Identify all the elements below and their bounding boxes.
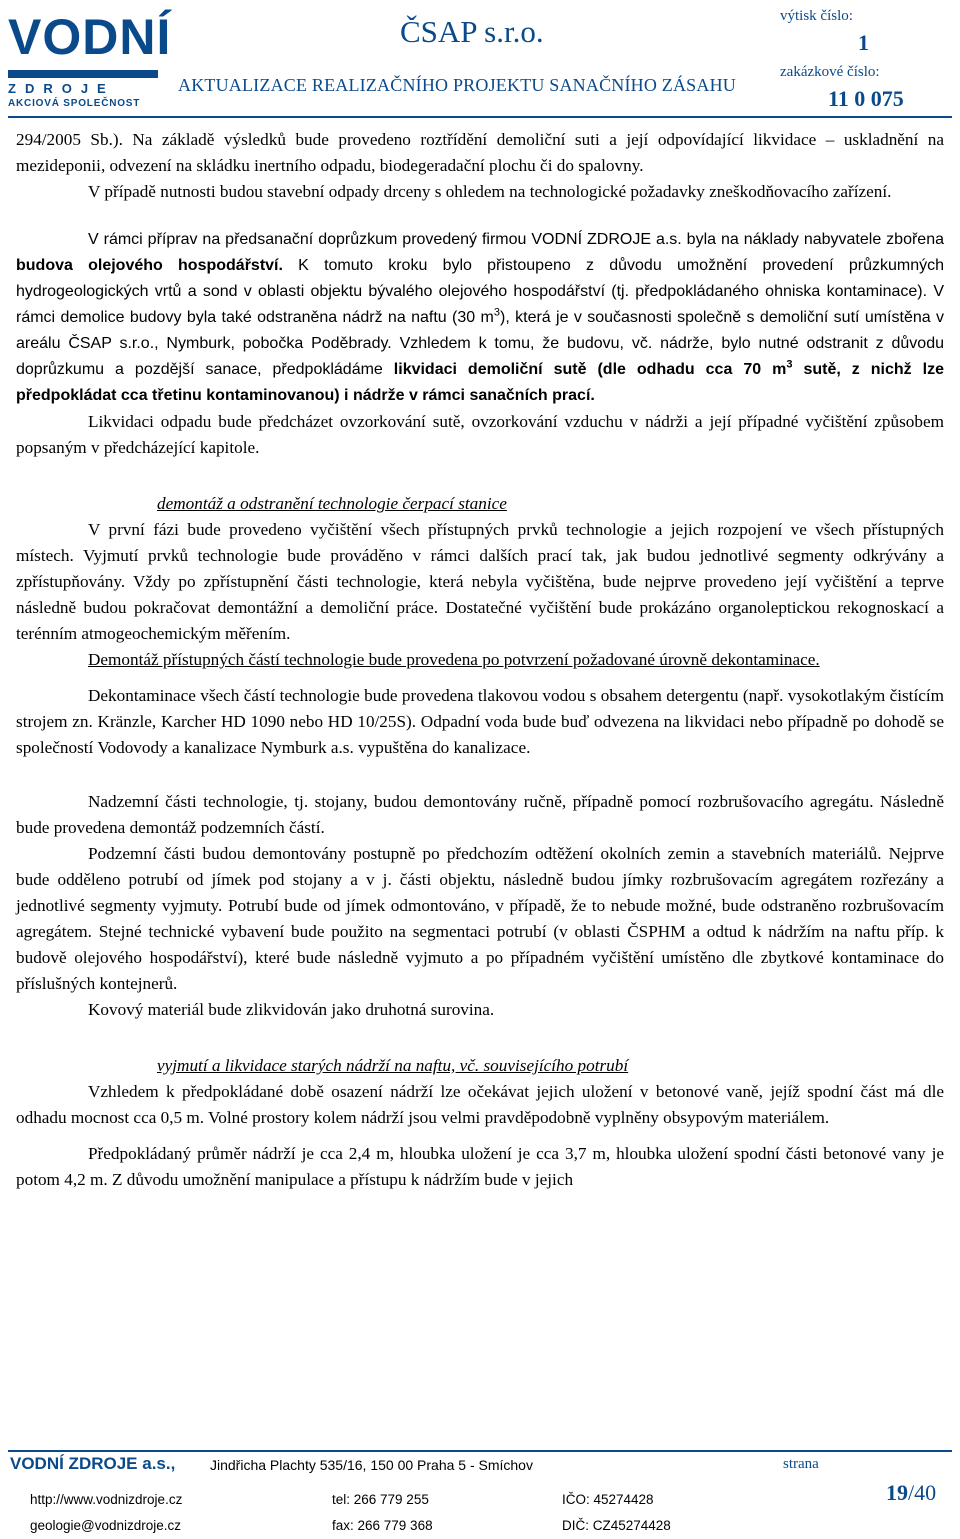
page-header [0, 0, 960, 120]
paragraph-underlined: Demontáž přístupných částí technologie bude provedena po potvrzení požadované úrovně dekontaminace. [88, 650, 820, 669]
footer-ico: IČO: 45274428 [562, 1492, 654, 1507]
project-title: AKTUALIZACE REALIZAČNÍHO PROJEKTU SANAČNÍHO ZÁSAHU [178, 75, 736, 95]
client-company: ČSAP s.r.o. [400, 14, 544, 49]
text-run-bold: sutě, z nichž lze předpokládat cca třetinu kontaminovanou) i nádrže v rámci sanačních prací. [16, 361, 944, 404]
paragraph: Kovový materiál bude zlikvidován jako druhotná surovina. [88, 1000, 495, 1019]
section-title: demontáž a odstranění technologie čerpací stanice [157, 494, 507, 513]
order-number-label: zakázkové číslo: [780, 64, 880, 80]
header-divider [8, 116, 952, 118]
paragraph: Nadzemní části technologie, tj. stojany, budou demontovány ručně, případně pomocí rozbrušovacího agregátu. Následně bude provedena demontáž podzemních částí. [16, 792, 944, 837]
paragraph: V první fázi bude provedeno vyčištění všech přístupných prvků technologie a jejich rozpojení ve všech přístupných místech. Vyjmutí prvků technologie bude prováděno v rámci dalších prací tak, jak budou jednotlivé segmenty odkrývány a zpřístupňovány. Vždy po zpřístupnění části technologie, která nebyla vyčištěna, bude nejprve provedeno její vyčištění a teprve následně budou pokračovat demontážní a demoliční práce. Dostatečné vyčištění bude prokázáno organoleptickou rekognoskací a terénním atmogeochemickým měřením. [16, 520, 944, 643]
text-run-bold: likvidaci demoliční sutě (dle odhadu cca 70 m [393, 361, 787, 378]
text-run: K tomuto kroku bylo přistoupeno z důvodu umožnění provedení průzkumných hydrogeologických vrtů a sond v oblasti objektu bývalého olejového hospodářství (tj. předpokládaného ohniska kontaminace). V rámci demolice budovy byla také odstraněna nádrž na naftu (30 m [16, 257, 944, 326]
text-run: V rámci příprav na předsanační doprůzkum provedený firmou VODNÍ ZDROJE a.s. byla na náklady nabyvatele zbořena [88, 231, 944, 248]
footer-fax: fax: 266 779 368 [332, 1518, 433, 1533]
page-total: /40 [908, 1480, 937, 1505]
logo-wordmark: VODNÍ [8, 9, 172, 65]
footer-website-link[interactable]: http://www.vodnizdroje.cz [30, 1492, 183, 1507]
paragraph-demolition [16, 227, 944, 409]
vodni-zdroje-logo [8, 9, 172, 110]
text-run-bold: budova olejového hospodářství. [16, 257, 283, 274]
superscript: 3 [786, 358, 793, 371]
footer-company: VODNÍ ZDROJE a.s., [10, 1454, 176, 1473]
footer-dic: DIČ: CZ45274428 [562, 1518, 671, 1533]
text-run: ), která je v současnosti společně s demoliční sutí umístěna v areálu ČSAP s.r.o., Nymburk, pobočka Poděbrady. Vzhledem k tomu, že budovu, vč. nádrže, bylo nutné odstranit z důvodu doprůzkumu a pozdější sanace, předpokládáme [16, 309, 945, 378]
print-number: 1 [858, 30, 869, 55]
footer-email-link[interactable]: geologie@vodnizdroje.cz [30, 1518, 182, 1533]
paragraph: Likvidaci odpadu bude předcházet ovzorkování sutě, ovzorkování vzduchu v nádrži a její případné vyčištění způsobem popsaným v předcházející kapitole. [16, 412, 944, 457]
paragraph: Předpokládaný průměr nádrží je cca 2,4 m, hloubka uložení je cca 3,7 m, hloubka uložení spodní části betonové vany je potom 4,2 m. Z důvodu umožnění manipulace a přístupu k nádržím bude v jejich [16, 1144, 944, 1189]
page-number [886, 1480, 936, 1506]
page-footer [0, 1450, 960, 1539]
document-body [16, 127, 944, 1193]
footer-divider [8, 1450, 952, 1452]
logo-tagline: AKCIOVÁ SPOLEČNOST [8, 98, 141, 109]
paragraph: Dekontaminace všech částí technologie bude provedena tlakovou vodou s obsahem detergentu (např. vysokotlakým čistícím strojem zn. Kränzle, Karcher HD 1090 nebo HD 10/25S). Odpadní voda bude buď odvezena na likvidaci nebo případně po dohodě se společností Vodovody a kanalizace Nymburk a.s. vypuštěna do kanalizace. [16, 686, 944, 757]
paragraph: 294/2005 Sb.). Na základě výsledků bude provedeno roztřídění demoliční suti a její odpovídající likvidace – uskladnění na mezideponii, odvezení na skládku inertního odpadu, biodegeradační plochu či do spalovny. [16, 130, 944, 175]
paragraph: Podzemní části budou demontovány postupně po předchozím odtěžení okolních zemin a stavebních materiálů. Nejprve bude odděleno potrubí od jímek pod stojany a v j. části objektu, následně budou jímky rozbrušovacím agregátem rozřezány a jednotlivé segmenty vyjmuty. Potrubí bude od jímek odmontováno, v případě, že to nebude možné, bude odstraněno rozbrušovacím agregátem. Stejné technické vybavení bude použito na segmentaci potrubí (v oblasti ČSPHM a odtud k nádržím na naftu příp. k budově olejového hospodářství), které bude následně vyjmuto a po případném vyčištění umístěno dle zbytkové kontaminace do příslušných kontejnerů. [16, 844, 944, 993]
order-number: 11 0 075 [828, 86, 904, 111]
superscript: 3 [493, 306, 500, 319]
page-current: 19 [886, 1480, 908, 1505]
print-number-label: výtisk číslo: [780, 8, 853, 24]
section-title: vyjmutí a likvidace starých nádrží na naftu, vč. souvisejícího potrubí [157, 1056, 629, 1075]
paragraph: V případě nutnosti budou stavební odpady drceny s ohledem na technologické požadavky zneškodňovacího zařízení. [88, 182, 892, 201]
paragraph: Vzhledem k předpokládané době osazení nádrží lze očekávat jejich uložení v betonové vaně, jejíž spodní část má dle odhadu mocnost cca 0,5 m. Volné prostory kolem nádrží jsou velmi pravděpodobně vyplněny obsypovým materiálem. [16, 1082, 944, 1127]
logo-subtitle: ZDROJE [8, 81, 115, 96]
logo-band [8, 70, 158, 78]
page-label: strana [783, 1456, 819, 1472]
footer-address: Jindřicha Plachty 535/16, 150 00 Praha 5 - Smíchov [210, 1457, 533, 1473]
footer-phone: tel: 266 779 255 [332, 1492, 429, 1507]
